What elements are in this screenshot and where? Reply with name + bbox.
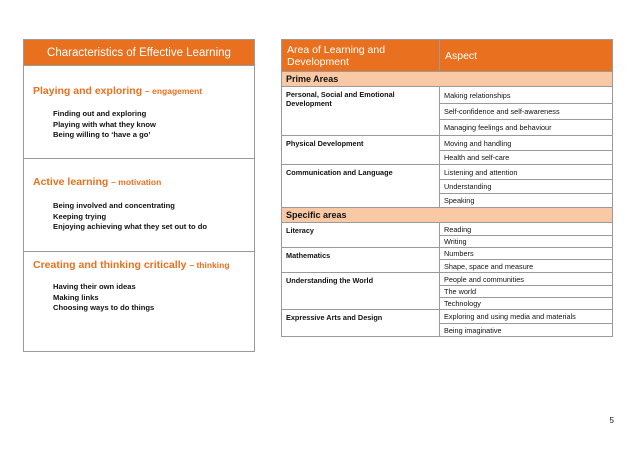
list-item: Making links	[53, 292, 99, 302]
table-header-row	[282, 40, 613, 72]
page-number: 5	[609, 416, 614, 425]
list-item: Enjoying achieving what they set out to do	[53, 222, 207, 231]
table-row: The world	[282, 286, 613, 298]
table-row: Self-confidence and self-awareness	[282, 104, 613, 120]
list-item: Keeping trying	[53, 211, 107, 221]
table-row: Understanding	[282, 180, 613, 194]
list-item: Being involved and concentrating	[53, 201, 175, 210]
prime-areas-band: Prime Areas	[282, 72, 613, 87]
learning-areas-table	[281, 39, 613, 337]
header-area: Area of Learning and Development	[282, 40, 440, 72]
section-creating-thinking	[24, 252, 254, 351]
list-item: Playing with what they know	[53, 119, 156, 129]
list-item: Finding out and exploring	[53, 109, 147, 118]
table-row: Communication and Language Listening and attention	[282, 165, 613, 180]
table-row: Physical Development Moving and handling	[282, 136, 613, 151]
list-item: Being willing to ‘have a go’	[53, 130, 151, 139]
effective-learning-panel	[23, 39, 255, 352]
section-title: Active learning – motivation	[33, 176, 162, 188]
table-row: Literacy Reading	[282, 223, 613, 236]
table-row: Personal, Social and Emotional Development Making relationships	[282, 87, 613, 104]
section-items	[53, 201, 207, 233]
table-row: Speaking	[282, 194, 613, 208]
section-items	[53, 109, 156, 141]
list-item: Choosing ways to do things	[53, 303, 155, 312]
section-items	[53, 282, 154, 314]
table-row: Shape, space and measure	[282, 260, 613, 273]
table-row: Understanding the World People and communities	[282, 273, 613, 286]
table-row: Writing	[282, 236, 613, 248]
table-row: Being imaginative	[282, 324, 613, 337]
section-title: Playing and exploring – engagement	[33, 85, 203, 97]
header-aspect: Aspect	[440, 40, 613, 72]
table-row: Managing feelings and behaviour	[282, 120, 613, 136]
section-playing-exploring	[24, 66, 254, 159]
list-item: Having their own ideas	[53, 282, 136, 291]
table-row: Technology	[282, 298, 613, 310]
section-title: Creating and thinking critically – thinking	[33, 259, 230, 271]
table-row: Mathematics Numbers	[282, 248, 613, 260]
table-row: Health and self-care	[282, 151, 613, 165]
effective-learning-header: Characteristics of Effective Learning	[24, 40, 254, 66]
specific-areas-band: Specific areas	[282, 208, 613, 223]
section-active-learning	[24, 159, 254, 252]
table-row: Expressive Arts and Design Exploring and using media and materials	[282, 310, 613, 324]
